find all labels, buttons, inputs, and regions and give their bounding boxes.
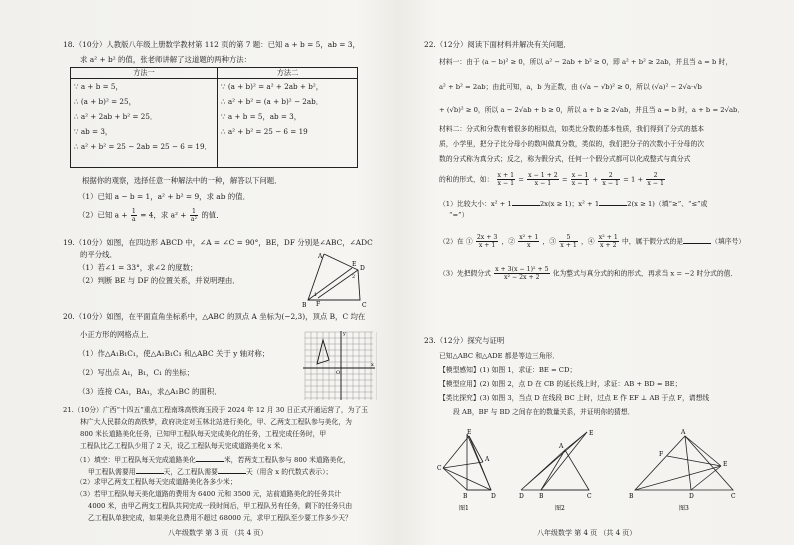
answer-blank[interactable] (599, 198, 627, 206)
answer-blank[interactable] (683, 236, 711, 244)
q22-material1-b: a² + b² = 2ab；由此可知，a，b 为正数，由 (√a − √b)² ≥ 0，所以 (√a)² − 2√a·√b (439, 83, 702, 91)
m2-line: ∵ a + b = 5，ab = 3， (221, 112, 301, 121)
figure3-caption: 图3 (679, 505, 689, 512)
q21-line1: 21.（10分）广西“十四五”重点工程南珠高铁海玉段于 2024 年 12 月 30 日正式开通运营了，为了玉 (63, 406, 369, 414)
den: x + 2 (599, 242, 617, 249)
text: + (592, 175, 599, 184)
label-B: B (302, 302, 307, 309)
text: 的值． (201, 210, 224, 220)
den: x − 1 (497, 180, 515, 187)
answer-blank[interactable] (218, 466, 246, 474)
q18-method-table (70, 67, 358, 168)
q19-line1: 19.（10分）如图，在四边形 ABCD 中，∠A = ∠C = 90°，BE，DF 分别是∠ABC，∠ADC (63, 238, 373, 247)
label-A: A (318, 253, 323, 260)
den: x + 1 (560, 242, 577, 249)
m2-line: ∵ (a + b)² = a² + 2ab + b²， (221, 82, 323, 91)
num: x² + 1 (519, 234, 539, 241)
text: 甲工程队需要用 (88, 468, 136, 476)
num: 5 (559, 234, 578, 242)
q22-material2-b: 质，小学里，把分子比分母小的数叫做真分数，类似的，我们把分子的次数小于分母的次 (439, 140, 705, 148)
q21-part1-b (88, 466, 332, 477)
origin-label: O (336, 370, 341, 376)
fraction (190, 208, 198, 223)
q21-part2: （2）求甲乙两支工程队每天完成道路美化各多少米； (76, 478, 237, 486)
label-F: F (316, 301, 321, 308)
right-page-footer: 八年级数学 第 4 页 （共 4 页） (537, 529, 637, 537)
y-axis-label: y (343, 331, 346, 337)
text: （2）已知 a + (78, 210, 128, 220)
q22-example (439, 172, 666, 187)
text: 天，乙工程队需要 (163, 468, 218, 476)
figure1-caption: 图1 (459, 505, 469, 512)
q23-part1: 【模型感知】(1) 如图 1，求证：BE = CD； (439, 366, 577, 374)
q22-part1-tail: “=”） (449, 211, 469, 219)
q20-line2: 小正方形的网格点上． (80, 330, 154, 339)
angle-2: 2 (352, 274, 356, 280)
q20-part1: （1）作△A₁B₁C₁，使△A₁B₁C₁ 和△ABC 关于 y 轴对称； (78, 349, 270, 358)
q23-given: 已知△ABC 和△ADE 都是等边三角形． (439, 352, 560, 360)
num: 1 (190, 208, 198, 216)
num: 2 (646, 172, 665, 180)
text: （1）填空：甲工程队每天完成道路美化 (76, 456, 196, 464)
m1-line: ∴ a² + 2ab + b² = 25． (74, 112, 158, 121)
label-B: B (463, 493, 468, 500)
method2-steps (218, 79, 358, 168)
label-E: E (352, 261, 357, 268)
text: = (561, 175, 568, 184)
q23-part3-b: 段 AB，BF 与 BD 之间存在的数量关系，并证明你的猜想． (453, 408, 635, 416)
q23-part3-a: 【类比探究】(3) 如图 3，当点 D 在线段 BC 上时，过点 E 作 EF ⊥ AB 于点 F，请想线 (439, 394, 710, 402)
label-D: D (519, 493, 524, 500)
left-page-footer: 八年级数学 第 3 页 （共 4 页） (168, 529, 268, 537)
text: （3）先把假分式 (439, 269, 491, 278)
q20-coordinate-grid (303, 330, 377, 402)
q18-part2 (78, 208, 224, 223)
fraction (518, 234, 539, 249)
num: x + 3(x − 1)² + 5 (495, 266, 549, 273)
label-E: E (589, 430, 594, 437)
den: x + 1 (478, 242, 496, 249)
text: + (637, 175, 644, 184)
q18-ask: 求 a² + b² 的值，张老师讲解了这道题的两种方法： (80, 55, 252, 64)
x-axis-label: x (371, 362, 374, 368)
num: 2x + 3 (476, 234, 498, 241)
fraction (571, 172, 590, 187)
label-A: A (485, 456, 490, 463)
fraction (598, 234, 619, 249)
den: a² (190, 216, 198, 223)
fraction (131, 208, 137, 223)
label-A: A (559, 443, 564, 450)
q23-title: 23.（12分）探究与证明 (424, 336, 505, 345)
m1-line: ∵ ab = 3， (74, 127, 113, 136)
den: x − 1 (647, 180, 664, 187)
text: （2）在 ① (439, 237, 473, 246)
fraction (497, 172, 516, 187)
method2-header: 方法二 (218, 68, 358, 79)
q23-figure1 (437, 428, 517, 512)
fraction (646, 172, 665, 187)
den: a (132, 216, 136, 223)
label-C: C (437, 465, 442, 472)
q22-part1 (439, 198, 707, 209)
q18-instruction: 根据你的观察，选择任意一种解法中的一种，解答以下问题． (82, 176, 282, 185)
text: （填序号） (711, 237, 746, 246)
fraction (476, 234, 498, 249)
q22-part3 (439, 266, 737, 281)
q21-part3-a: （3）若甲工程队每天美化道路的费用为 6400 元和 3500 元，站前道路美化的任务共计 (76, 490, 342, 498)
text: ，③ (542, 237, 557, 246)
q21-line4: 工程队比乙工程队少用了 2 天，设乙工程队每天完成道路美化 x 米． (80, 442, 288, 450)
angle-1: 1 (314, 292, 318, 298)
den: x (527, 242, 531, 249)
fraction (494, 266, 549, 281)
text: = (623, 175, 629, 184)
den: x − 1 (602, 180, 619, 187)
q19-part1: （1）若∠1 = 33°，求∠2 的度数； (78, 263, 198, 272)
q19-quadrilateral-figure (300, 250, 375, 310)
label-D: D (360, 265, 365, 272)
right-page (397, 0, 794, 545)
q23-figure2 (519, 428, 619, 512)
q21-part3-c: 乙工程队单独完成，如果美化总费用不超过 68000 元，求甲工程队至少要工作多少天？ (88, 514, 352, 522)
label-C: C (587, 493, 592, 500)
num: x − 1 (571, 172, 589, 179)
answer-blank[interactable] (136, 466, 164, 474)
q19-line2: 的平分线． (80, 250, 117, 259)
q21-part1-a (76, 454, 350, 465)
label-D: D (491, 493, 496, 500)
text: 的和的形式，如： (439, 175, 494, 184)
q21-line3: 800 米长道路美化任务，已知甲工程队每天完成美化的任务，工程完成任务时，甲 (80, 430, 327, 438)
label-D: D (689, 493, 694, 500)
m1-line: ∴ a² + b² = 25 − 2ab = 25 − 6 = 19． (74, 142, 212, 151)
m1-line: ∵ a + b = 5， (74, 82, 123, 91)
text: ，④ (580, 237, 595, 246)
figure2-caption: 图2 (555, 505, 565, 512)
q22-material2-c: 数的分式称为真分式；反之，称为假分式，任何一个假分式都可以化成整式与真分式 (439, 155, 691, 163)
text: 米，若两支工程队参与 800 米道路美化， (223, 456, 350, 464)
num: x + 1 (497, 172, 515, 179)
q20-line1: 20.（10分）如图，在平面直角坐标系中，△ABC 的顶点 A 坐标为(−2,3)，顶点 B，C 均在 (63, 312, 366, 321)
num: 2 (601, 172, 620, 180)
q23-part2: 【模型应用】(2) 如图 2，点 D 在 CB 的延长线上时，求证：AB + BD = BE； (439, 380, 682, 388)
text: （1）比较大小：x² + 1 (439, 200, 512, 208)
label-E: E (467, 429, 472, 436)
num: x − 1 + 2 (528, 172, 558, 179)
num: x² + 1 (598, 234, 618, 241)
fraction (527, 172, 559, 187)
label-B: B (629, 493, 634, 500)
q21-line2: 林广大人民群众的高铁梦，政府决定对玉林北站进行美化，甲、乙两支工程队参与美化，为 (80, 418, 352, 426)
num: 1 (131, 208, 136, 215)
m2-line: ∴ a² + b² = (a + b)² − 2ab． (221, 97, 323, 106)
text: = 4，求 a² + (140, 210, 187, 220)
fraction (559, 234, 578, 249)
text: 2x(x ≥ 1)；x² + 1 (539, 200, 600, 208)
text: = (518, 175, 524, 184)
q21-part3-b: 4000 米，由甲乙两支工程队共同完成一段时间后，甲工程队另有任务，剩下的任务只由 (88, 502, 353, 510)
method1-header: 方法一 (71, 68, 218, 79)
label-E: E (723, 461, 728, 468)
den: x − 1 (571, 180, 589, 187)
label-F: F (659, 451, 664, 458)
label-A: A (681, 429, 686, 436)
answer-blank[interactable] (512, 198, 540, 206)
label-C: C (731, 493, 736, 500)
q22-title: 22.（12分）阅读下面材料并解决有关问题． (424, 40, 571, 49)
answer-blank[interactable] (196, 454, 224, 462)
q18-title: 18.（10分）人教版八年级上册数学教材第 112 页的第 7 题：已知 a + b = 5，ab = 3， (63, 40, 360, 49)
label-C: C (362, 302, 367, 309)
fraction (601, 172, 620, 187)
text: 1 (630, 175, 636, 184)
text: 化为整式与真分式的和的形式，再求当 x = −2 时分式的值． (552, 269, 738, 278)
q22-material1-c: + (√b)² ≥ 0，所以 a − 2√ab + b ≥ 0，所以 a + b ≥ 2√ab，并且当 a = b 时，a + b = 2√ab． (439, 106, 745, 114)
q20-part3: （3）连接 CA₁，BA₁，求△A₁BC 的面积． (78, 387, 222, 396)
den: x − 1 (534, 180, 552, 187)
q19-part2: （2）判断 BE 与 DF 的位置关系，并说明理由． (78, 276, 240, 285)
m1-line: ∴ (a + b)² = 25， (74, 97, 136, 106)
text: 2(x ≥ 1)（填“≥”、“≤”或 (627, 200, 708, 208)
den: x² − 2x + 2 (504, 274, 540, 281)
q18-part1: （1）已知 a − b = 1，a² + b² = 9，求 ab 的值． (78, 192, 250, 201)
text: ，② (501, 237, 516, 246)
text: 天（用含 x 的代数式表示）； (245, 468, 333, 476)
label-B: B (539, 493, 544, 500)
m2-line: ∴ a² + b² = 25 − 6 = 19 (221, 127, 308, 136)
method1-steps (71, 79, 218, 168)
q20-part2: （2）写出点 A₁，B₁，C₁ 的坐标； (78, 368, 195, 377)
q22-material1-a: 材料一：由于 (a − b)² ≥ 0，所以 a² − 2ab + b² ≥ 0，即 a² + b² ≥ 2ab，并且当 a = b 时， (439, 58, 733, 66)
text: 中，属于假分式的是 (621, 237, 684, 246)
q22-material2-a: 材料二：分式和分数有着很多的相似点，如类比分数的基本性质，我们得到了分式的基本 (439, 125, 705, 133)
q23-figure3 (629, 426, 739, 512)
q22-part2 (439, 234, 745, 249)
